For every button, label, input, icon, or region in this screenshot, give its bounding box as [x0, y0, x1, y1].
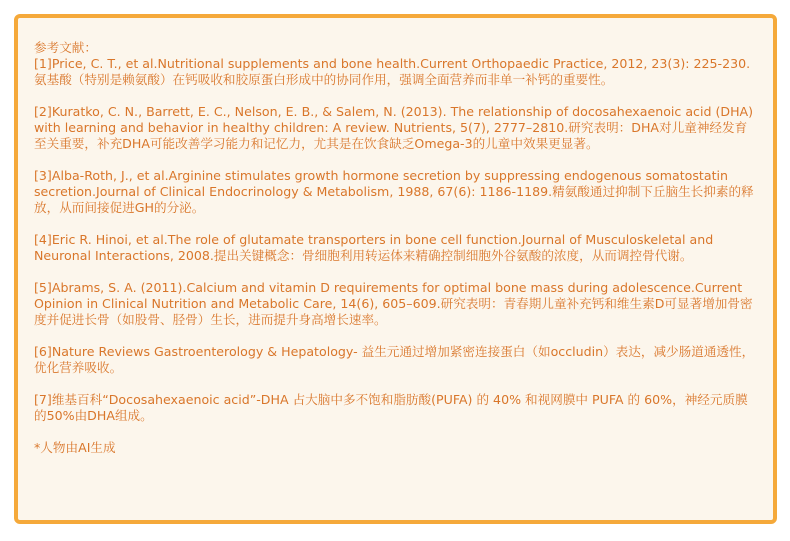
references-content — [34, 40, 759, 456]
ai-generated-note: *人物由AI生成 — [34, 440, 116, 455]
reference-item-7: [7]维基百科“Docosahexaenoic acid”-DHA 占大脑中多不饱和脂肪酸(PUFA) 的 40% 和视网膜中 PUFA 的 60%，神经元质膜的50%由DHA组成。 — [34, 392, 748, 423]
reference-item-1: [1]Price, C. T., et al.Nutritional supplements and bone health.Current Orthopaedic Practice, 2012, 23(3): 225-230.氨基酸（特别是赖氨酸）在钙吸收和胶原蛋白形成中的协同作用，强调全面营养而非单一补钙的重要性。 — [34, 56, 751, 87]
reference-item-2: [2]Kuratko, C. N., Barrett, E. C., Nelson, E. B., & Salem, N. (2013). The relationship of docosahexaenoic acid (DHA) with learning and behavior in healthy children: A review. Nutrients, 5(7), 2777–2810.研究表明：DHA对儿童神经发育至关重要，补充DHA可能改善学习能力和记忆力，尤其是在饮食缺乏Omega-3的儿童中效果更显著。 — [34, 104, 754, 151]
references-panel — [14, 14, 777, 524]
reference-item-6: [6]Nature Reviews Gastroenterology & Hepatology- 益生元通过增加紧密连接蛋白（如occludin）表达，减少肠道通透性，优化营养吸收。 — [34, 344, 755, 375]
reference-item-4: [4]Eric R. Hinoi, et al.The role of glutamate transporters in bone cell function.Journal of Musculoskeletal and Neuronal Interactions, 2008.提出关键概念：骨细胞利用转运体来精确控制细胞外谷氨酸的浓度，从而调控骨代谢。 — [34, 232, 714, 263]
references-heading: 参考文献： — [34, 40, 97, 55]
reference-item-5: [5]Abrams, S. A. (2011).Calcium and vitamin D requirements for optimal bone mass during adolescence.Current Opinion in Clinical Nutrition and Metabolic Care, 14(6), 605–609.研究表明：青春期儿童补充钙和维生素D可显著增加骨密度并促进长骨（如股骨、胫骨）生长，进而提升身高增长速率。 — [34, 280, 753, 327]
reference-item-3: [3]Alba-Roth, J., et al.Arginine stimulates growth hormone secretion by suppressing endogenous somatostatin secretion.Journal of Clinical Endocrinology & Metabolism, 1988, 67(6): 1186-1189.精氨酸通过抑制下丘脑生长抑素的释放，从而间接促进GH的分泌。 — [34, 168, 754, 215]
